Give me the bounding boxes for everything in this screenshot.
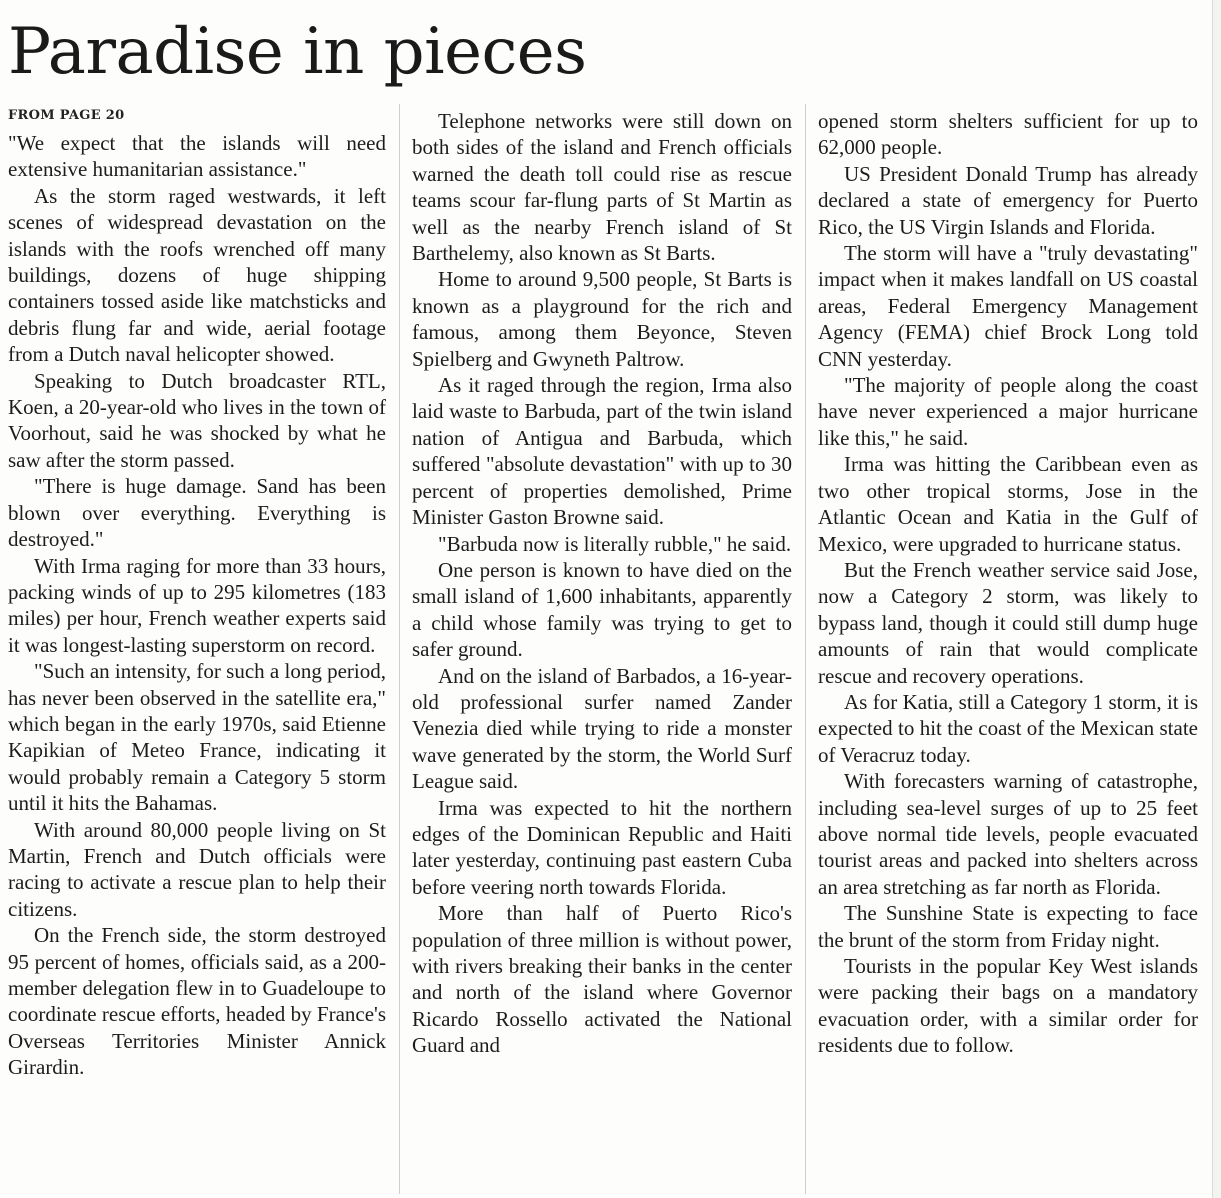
paragraph: The storm will have a "truly devastating" impact when it makes landfall on US coastal areas, Federal Emergency Management Agency (FEMA) chief Brock Long told CNN yesterday. xyxy=(818,241,1198,371)
headline: Paradise in pieces xyxy=(8,15,587,89)
column-rule xyxy=(805,104,806,1194)
paragraph: With around 80,000 people living on St Martin, French and Dutch officials were racing to activate a rescue plan to help their citizens. xyxy=(8,817,386,921)
paragraph: "We expect that the islands will need extensive humanitarian assistance." xyxy=(8,131,386,182)
paragraph: But the French weather service said Jose, now a Category 2 storm, was likely to bypass land, though it could still dump huge amounts of rain that would complicate rescue and recovery operations. xyxy=(818,557,1198,688)
paragraph: More than half of Puerto Rico's population of three million is without power, with rivers breaking their banks in the center and north of the island where Governor Ricardo Rossello activated the National Guard and xyxy=(412,901,792,1058)
paragraph: Telephone networks were still down on both sides of the island and French officials warned the death toll could rise as rescue teams scour far-flung parts of St Martin as well as the nearby French island of St Barthelemy, also known as St Barts. xyxy=(412,109,792,266)
column-rule xyxy=(399,104,400,1194)
paragraph: On the French side, the storm destroyed 95 percent of homes, officials said, as a 200-member delegation flew in to Guadeloupe to coordinate rescue efforts, headed by France's Overseas Territories Minister Annick Girardin. xyxy=(8,923,386,1080)
paragraph: With forecasters warning of catastrophe, including sea-level surges of up to 25 feet above normal tide levels, people evacuated tourist areas and packed into shelters across an area stretching as far north as Florida. xyxy=(818,769,1198,899)
paragraph: And on the island of Barbados, a 16-year-old professional surfer named Zander Venezia died while trying to ride a monster wave generated by the storm, the World Surf League said. xyxy=(412,663,792,794)
continuation-kicker: FROM PAGE 20 xyxy=(8,108,125,123)
paragraph: Home to around 9,500 people, St Barts is known as a playground for the rich and famous, among them Beyonce, Steven Spielberg and Gwyneth Paltrow. xyxy=(412,267,792,371)
article-column-1 xyxy=(8,130,386,1081)
page-edge xyxy=(1212,0,1221,1198)
paragraph: "Such an intensity, for such a long period, has never been observed in the satellite era," which began in the early 1970s, said Etienne Kapikian of Meteo France, indicating it would probably remain a Category 5 storm until it hits the Bahamas. xyxy=(8,659,386,816)
paragraph: As for Katia, still a Category 1 storm, it is expected to hit the coast of the Mexican state of Veracruz today. xyxy=(818,689,1198,767)
paragraph: As the storm raged westwards, it left scenes of widespread devastation on the islands with the roofs wrenched off many buildings, dozens of huge shipping containers tossed aside like matchsticks and debris flung far and wide, aerial footage from a Dutch naval helicopter showed. xyxy=(8,183,386,367)
paragraph: One person is known to have died on the small island of 1,600 inhabitants, apparently a child whose family was trying to get to safer ground. xyxy=(412,557,792,662)
article-column-2 xyxy=(412,108,792,1059)
paragraph: The Sunshine State is expecting to face the brunt of the storm from Friday night. xyxy=(818,901,1198,952)
paragraph: "There is huge damage. Sand has been blown over everything. Everything is destroyed." xyxy=(8,474,386,552)
article-column-3 xyxy=(818,108,1198,1059)
paragraph: Irma was hitting the Caribbean even as two other tropical storms, Jose in the Atlantic Ocean and Katia in the Gulf of Mexico, were upgraded to hurricane status. xyxy=(818,452,1198,556)
paragraph: US President Donald Trump has already declared a state of emergency for Puerto Rico, the US Virgin Islands and Florida. xyxy=(818,161,1198,239)
paragraph: Tourists in the popular Key West islands were packing their bags on a mandatory evacuation order, with a similar order for residents due to follow. xyxy=(818,954,1198,1058)
paragraph: With Irma raging for more than 33 hours, packing winds of up to 295 kilometres (183 miles) per hour, French weather experts said it was longest-lasting superstorm on record. xyxy=(8,553,386,657)
paragraph: As it raged through the region, Irma also laid waste to Barbuda, part of the twin island nation of Antigua and Barbuda, which suffered "absolute devastation" with up to 30 percent of properties demolished, Prime Minister Gaston Browne said. xyxy=(412,373,792,530)
paragraph: opened storm shelters sufficient for up to 62,000 people. xyxy=(818,109,1198,160)
paragraph: "Barbuda now is literally rubble," he said. xyxy=(438,531,792,556)
paragraph: "The majority of people along the coast have never experienced a major hurricane like this," he said. xyxy=(818,373,1198,450)
paragraph: Irma was expected to hit the northern edges of the Dominican Republic and Haiti later yesterday, continuing past eastern Cuba before veering north towards Florida. xyxy=(412,795,792,899)
paragraph: Speaking to Dutch broadcaster RTL, Koen, a 20-year-old who lives in the town of Voorhout, said he was shocked by what he saw after the storm passed. xyxy=(8,368,386,472)
